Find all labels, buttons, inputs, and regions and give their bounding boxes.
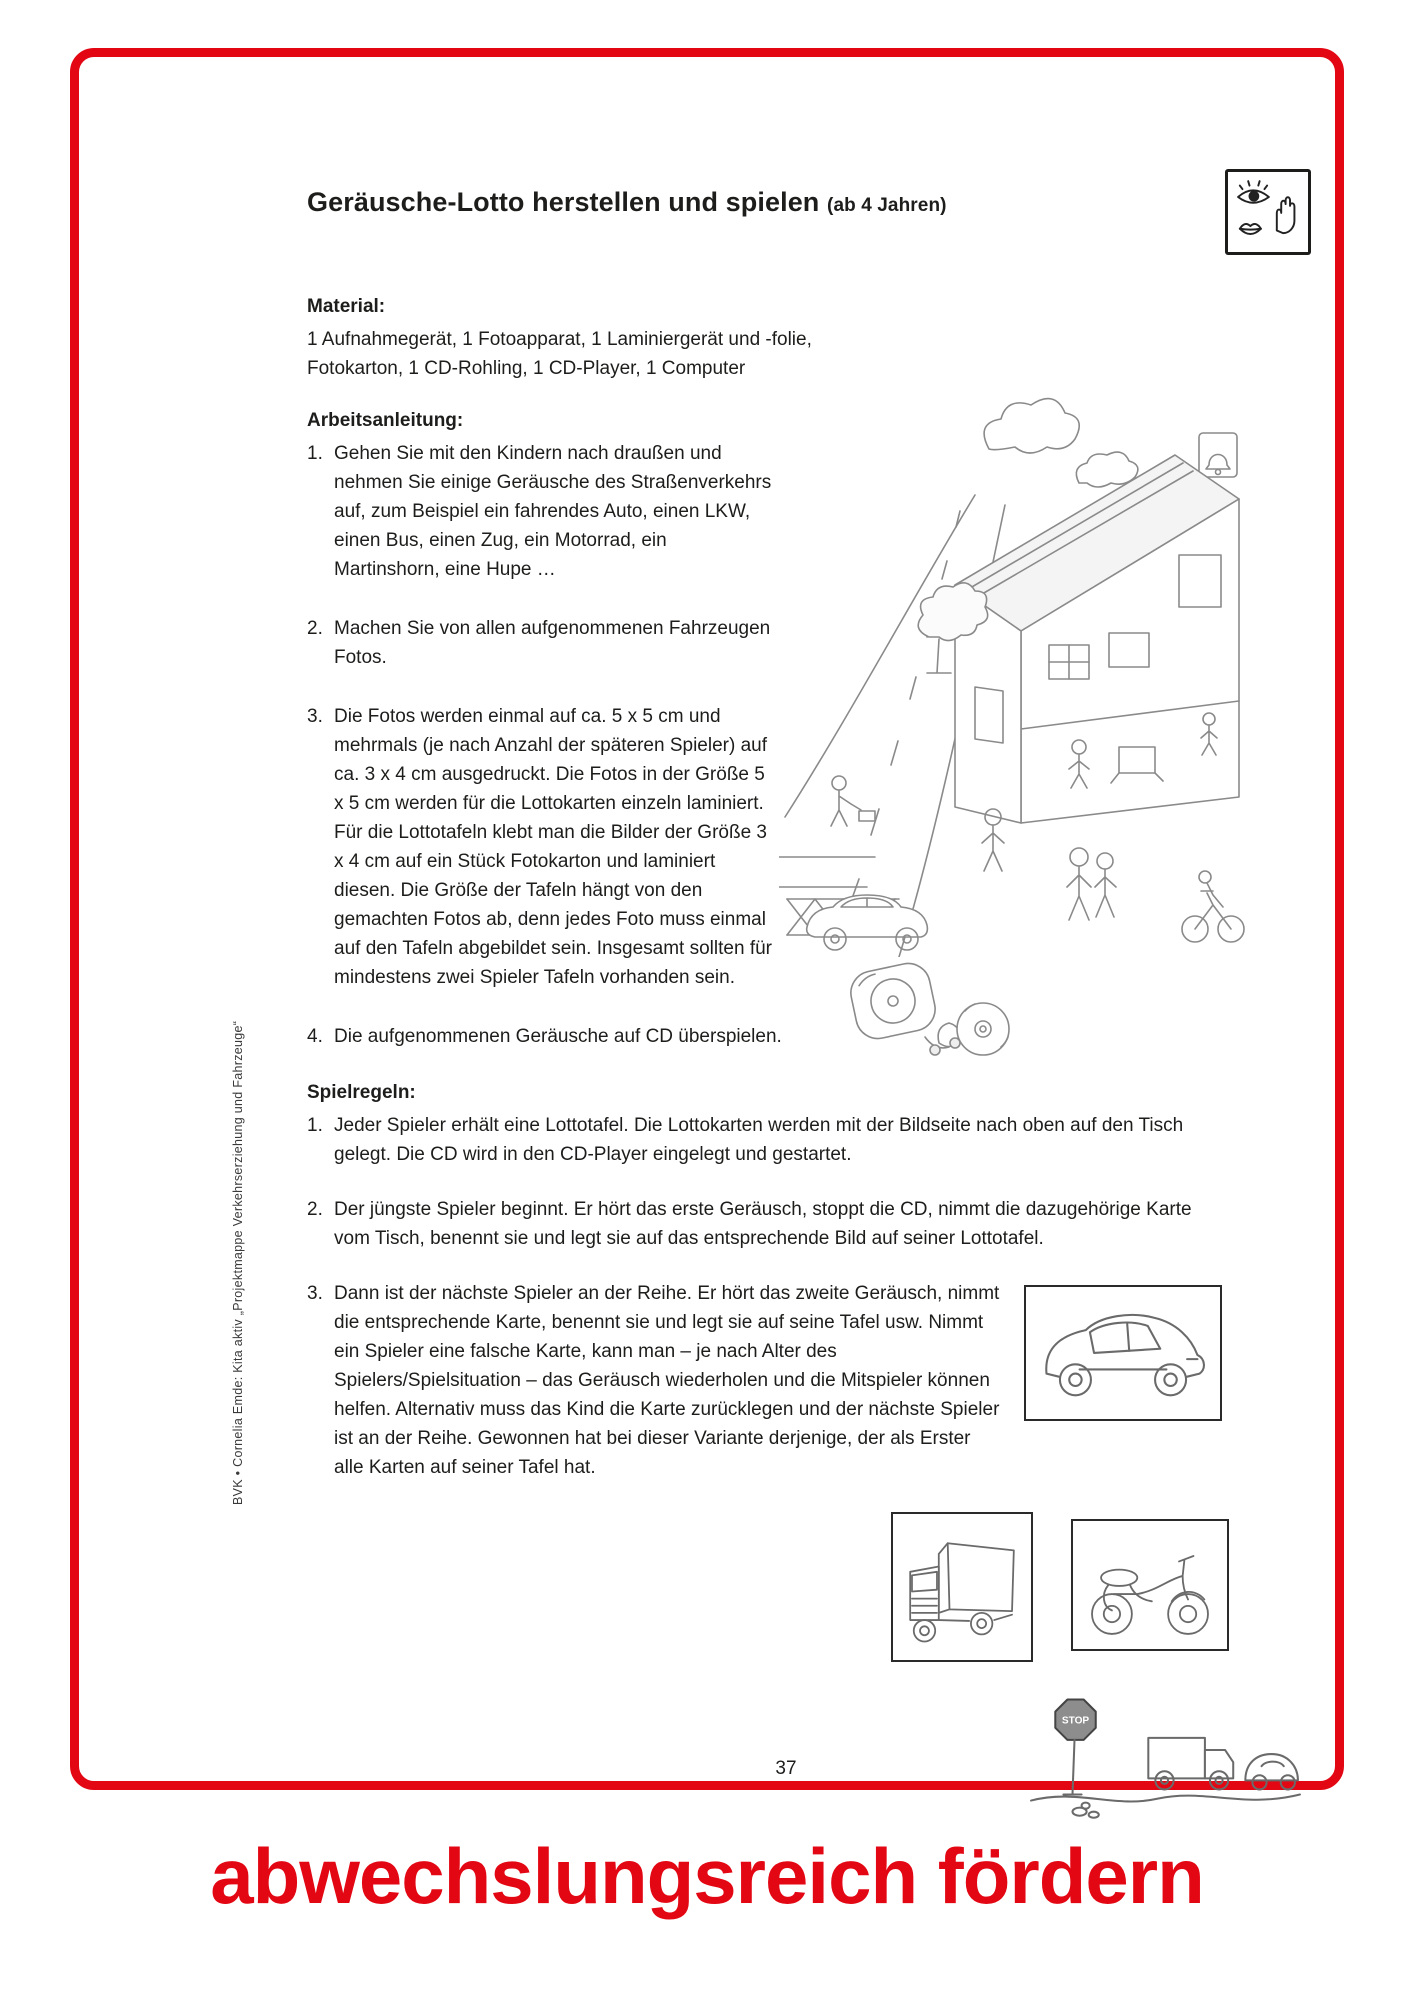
instruction-step: [307, 1022, 1067, 1051]
scooter-illustration: [1071, 1519, 1229, 1651]
instructions-heading: Arbeitsanleitung:: [307, 410, 464, 431]
stop-sign-scene-illustration: [1027, 1677, 1305, 1819]
rules-section: [307, 1081, 1222, 1482]
age-note: (ab 4 Jahren): [827, 195, 947, 216]
page-number: 37: [775, 1758, 797, 1779]
truck-illustration: [891, 1512, 1033, 1662]
step-number: 3.: [307, 1283, 323, 1304]
step-text: Der jüngste Spieler beginnt. Er hört das erste Geräusch, stoppt die CD, nimmt die dazugehörige Karte vom Tisch, benennt sie und legt sie auf das entsprechende Bild auf seiner Lottotafel.: [334, 1199, 1192, 1249]
rules-heading: Spielregeln:: [307, 1082, 416, 1103]
step-number: 4.: [307, 1026, 323, 1047]
instructions-section: [307, 409, 1222, 1051]
red-frame: [70, 48, 1344, 1790]
instruction-step: [307, 439, 772, 584]
page-title-text: Geräusche-Lotto herstellen und spielen: [307, 187, 820, 217]
instructions-list: [307, 439, 1222, 1051]
material-line: Fotokarton, 1 CD-Rohling, 1 CD-Player, 1 Computer: [307, 358, 746, 379]
material-line: 1 Aufnahmegerät, 1 Fotoapparat, 1 Laminiergerät und -folie,: [307, 329, 812, 350]
eye-mouth-hand-icon: [1231, 175, 1305, 249]
step-text: Jeder Spieler erhält eine Lottotafel. Die Lottokarten werden mit der Bildseite nach oben auf den Tisch gelegt. Die CD wird in den CD-Player eingelegt und gestartet.: [334, 1115, 1184, 1165]
rule-step: [307, 1111, 1222, 1169]
step-number: 2.: [307, 618, 323, 639]
instruction-step: [307, 614, 772, 672]
page-title: [307, 185, 1222, 223]
material-section: [307, 295, 1222, 383]
content-column: [307, 185, 1222, 1508]
rule-step: [307, 1279, 1222, 1482]
step-text: Dann ist der nächste Spieler an der Reihe. Er hört das zweite Geräusch, nimmt die entsprechende Karte, benennt sie und legt sie auf seine Tafel usw. Nimmt ein Spieler eine falsche Karte, kann man – je nach Alter des Spielers/Spielsituation – das Geräusch wiederholen und die Mitspieler können helfen. Alternativ muss das Kind die Karte zurücklegen und der nächste Spieler ist an der Reihe. Gewonnen hat bei dieser Variante derjenige, der als Erster alle Karten auf seiner Tafel hat.: [334, 1283, 1000, 1478]
step-number: 3.: [307, 706, 323, 727]
instruction-step: [307, 702, 772, 992]
footer-slogan: abwechslungsreich fördern: [210, 1832, 1204, 1920]
step-number: 2.: [307, 1199, 323, 1220]
step-number: 1.: [307, 443, 323, 464]
senses-icon-box: [1225, 169, 1311, 255]
step-text: Machen Sie von allen aufgenommenen Fahrzeugen Fotos.: [334, 618, 771, 668]
step-text: Die aufgenommenen Geräusche auf CD überspielen.: [334, 1026, 782, 1047]
stop-sign-label: STOP: [1061, 1715, 1090, 1727]
step-text: Gehen Sie mit den Kindern nach draußen und nehmen Sie einige Geräusche des Straßenverkehrs auf, zum Beispiel ein fahrendes Auto, einen LKW, einen Bus, einen Zug, ein Motorrad, ein Martinshorn, eine Hupe …: [334, 443, 772, 580]
car-illustration: [1024, 1285, 1222, 1421]
sidebar-credit: BVK • Cornelia Emde: Kita aktiv „Projektmappe Verkehrserziehung und Fahrzeuge“: [231, 1020, 245, 1505]
step-text: Die Fotos werden einmal auf ca. 5 x 5 cm und mehrmals (je nach Anzahl der späteren Spieler) auf ca. 3 x 4 cm ausgedruckt. Die Fotos in der Größe 5 x 5 cm werden für die Lottokarten einzeln laminiert. Für die Lottotafeln klebt man die Bilder der Größe 3 x 4 cm auf ein Stück Fotokarton und laminiert diesen. Die Größe der Tafeln hängt von den gemachten Fotos ab, denn jedes Foto muss einmal auf den Tafeln abgebildet sein. Insgesamt sollten für mindestens zwei Spieler Tafeln vorhanden sein.: [334, 706, 772, 988]
material-heading: Material:: [307, 296, 386, 317]
step-number: 1.: [307, 1115, 323, 1136]
rules-list: [307, 1111, 1222, 1482]
rule-step: [307, 1195, 1222, 1253]
